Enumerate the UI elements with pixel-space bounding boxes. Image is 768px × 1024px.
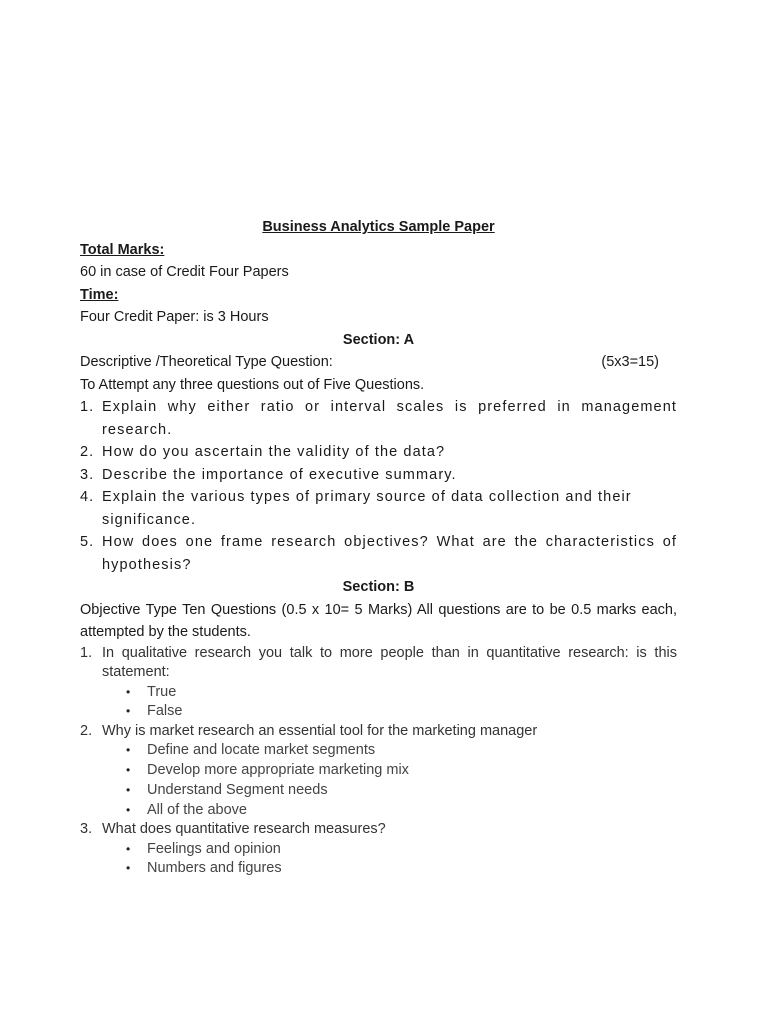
question-number: 3.: [80, 466, 95, 483]
bullet-icon: •: [126, 704, 131, 719]
option-list: [102, 741, 677, 820]
section-a-type-label: Descriptive /Theoretical Type Question:: [80, 354, 333, 370]
question-number: 1.: [80, 644, 93, 661]
question-text: How does one frame research objectives? What are the characteristics of hypothesis?: [102, 534, 677, 573]
option-list: [102, 840, 677, 879]
total-marks-label: Total Marks:: [80, 241, 165, 258]
bullet-icon: •: [126, 684, 131, 699]
bullet-icon: •: [126, 782, 131, 797]
list-item: [80, 820, 677, 879]
section-a-type-row: [80, 351, 677, 374]
question-number: 5.: [80, 534, 95, 550]
document-content: [80, 216, 677, 879]
option-item: [102, 702, 677, 722]
option-text: Develop more appropriate marketing mix: [147, 762, 409, 779]
question-number: 2.: [80, 722, 93, 739]
list-item: [80, 464, 677, 487]
page-title: Business Analytics Sample Paper: [262, 219, 495, 235]
question-text: What does quantitative research measures?: [102, 821, 386, 838]
option-text: Understand Segment needs: [147, 781, 328, 798]
list-item: [80, 644, 677, 722]
option-text: Define and locate market segments: [147, 742, 376, 759]
option-item: [102, 761, 677, 781]
list-item: [80, 441, 677, 464]
section-a-marks: (5x3=15): [601, 354, 659, 370]
bullet-icon: •: [126, 802, 131, 817]
time-label: Time:: [80, 286, 119, 303]
option-item: [102, 781, 677, 801]
question-text-continued: significance.: [102, 511, 197, 528]
question-number: 4.: [80, 489, 95, 505]
section-a-instruction: To Attempt any three questions out of Five Questions.: [80, 376, 425, 393]
question-text: Describe the importance of executive summary.: [102, 466, 457, 483]
time-value: Four Credit Paper: is 3 Hours: [80, 309, 269, 325]
option-text: False: [147, 703, 183, 720]
question-text: In qualitative research you talk to more people than in quantitative research: is this statement:: [102, 644, 677, 680]
question-text: Explain why either ratio or interval scales is preferred in management research.: [102, 399, 677, 438]
bullet-icon: •: [126, 763, 131, 778]
question-number: 3.: [80, 821, 93, 838]
section-b-question-list: [80, 644, 677, 880]
section-a-heading: Section: A: [342, 331, 415, 348]
option-text: Numbers and figures: [147, 860, 282, 877]
option-item: [102, 741, 677, 761]
total-marks-value: 60 in case of Credit Four Papers: [80, 264, 289, 280]
option-item: [102, 840, 677, 860]
section-b-instruction: Objective Type Ten Questions (0.5 x 10= 5 Marks) All questions are to be 0.5 marks each, attempted by the students.: [80, 601, 677, 640]
section-a-question-list: [80, 396, 677, 576]
section-b-heading: Section: B: [342, 579, 415, 595]
option-item: [102, 683, 677, 703]
option-text: Feelings and opinion: [147, 840, 281, 857]
list-item: [80, 722, 677, 820]
bullet-icon: •: [126, 841, 131, 856]
list-item: [80, 396, 677, 441]
option-text: All of the above: [147, 801, 247, 818]
bullet-icon: •: [126, 743, 131, 758]
question-text: Why is market research an essential tool for the marketing manager: [102, 722, 538, 739]
bullet-icon: •: [126, 861, 131, 876]
list-item: [80, 486, 677, 531]
question-number: 2.: [80, 444, 95, 460]
question-text: Explain the various types of primary source of data collection and their: [102, 489, 632, 505]
option-text: True: [147, 683, 177, 700]
option-list: [102, 683, 677, 722]
option-item: [102, 859, 677, 879]
list-item: [80, 531, 677, 576]
question-text: How do you ascertain the validity of the data?: [102, 444, 446, 460]
option-item: [102, 801, 677, 821]
question-number: 1.: [80, 399, 95, 415]
